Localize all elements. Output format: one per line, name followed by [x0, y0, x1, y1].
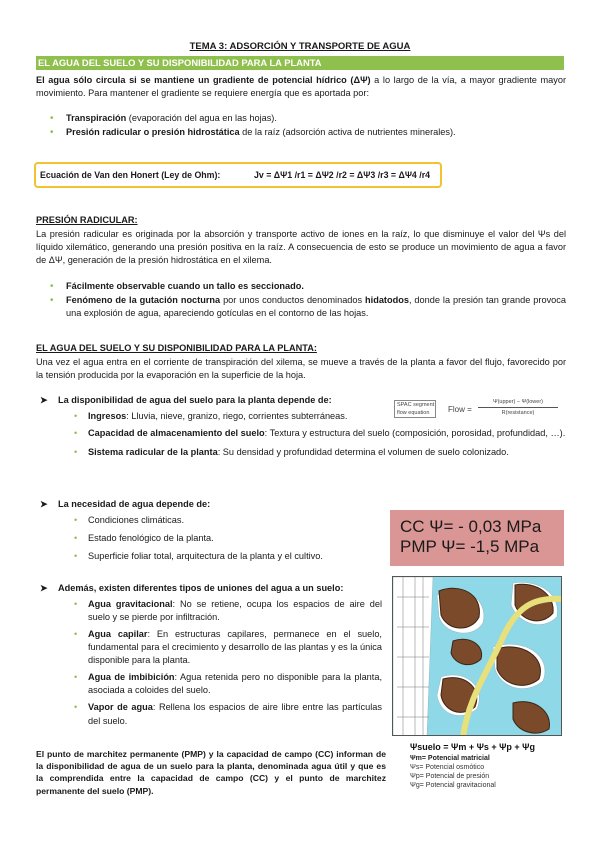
item-text: : Su densidad y profundidad determina el volumen de suelo colonizado.: [217, 447, 509, 458]
item-text: : En estructuras capilares, permanece en el suelo, fundamental para el crecimiento y desarrollo de las plantas y es la única disponible para la planta.: [88, 629, 382, 666]
item-text: : Agua retenida pero no disponible para la planta, asociada a coloides del suelo.: [88, 672, 383, 696]
presion-radicular-heading: [36, 214, 566, 227]
energy-list: [36, 112, 566, 140]
presion-radicular-body: La presión radicular es originada por la absorción y transporte activo de iones en la raíz, lo que disminuye el valor del Ψs del líquido xilemático, generando una presión positiva en la raíz. A consecuencia de esto se produce un movimiento de agua a favor de ΔΨ, generación de la presión hidrostática en el xilema.: [36, 229, 566, 266]
spac-label-2: flow equation: [397, 410, 430, 416]
item-bold: Sistema radicular de la planta: [88, 447, 218, 458]
bullet-bold: Fácilmente observable cuando un tallo es seccionado.: [66, 281, 304, 291]
list-item: [36, 427, 566, 440]
section-heading: EL AGUA DEL SUELO Y SU DISPONIBILIDAD PARA LA PLANTA:: [36, 343, 317, 353]
bullet-bold: hidatodos: [365, 295, 409, 306]
equation-box: [34, 162, 442, 188]
item-text: : Rellena los espacios de aire libre entre las partículas del suelo.: [88, 702, 382, 726]
list-item: [36, 446, 566, 459]
intro-paragraph: [36, 74, 566, 100]
legend-item: Ψm= Potencial matricial: [410, 755, 490, 763]
equation-label: Ecuación de Van den Honert (Ley de Ohm):: [40, 170, 221, 180]
bullet-text: , donde la presión tan grande provoca una explosión de agua, apareciendo gotículas en el contorno de las hojas.: [66, 295, 566, 319]
bullet-bold: Presión radicular o presión hidrostática: [66, 127, 240, 138]
spac-figure: [394, 398, 560, 422]
potential-legend: [410, 742, 535, 790]
spac-flow: Flow =: [448, 405, 472, 414]
item-text: : No se retiene, ocupa los espacios de aire del suelo y se pierde por infiltración.: [88, 599, 382, 623]
intro-text: a lo largo de la vía, a mayor gradiente mayor movimiento. Para mantener el gradiente se requiere energía que es aportada por:: [36, 75, 567, 99]
page-title: TEMA 3: ADSORCIÓN Y TRANSPORTE DE AGUA: [189, 41, 411, 52]
list-item: [36, 280, 566, 293]
soil-diagram: [393, 577, 562, 736]
list-item: [36, 410, 376, 423]
section-heading-agua-suelo: EL AGUA DEL SUELO Y SU DISPONIBILIDAD PARA LA PLANTA: [36, 56, 564, 70]
list-item: • Condiciones climáticas.: [36, 514, 386, 527]
soil-illustration: [392, 576, 562, 736]
uniones-list: [36, 598, 382, 728]
item-bold: Vapor de agua: [88, 702, 153, 713]
section3-body: Una vez el agua entra en el corriente de transpiración del xilema, se mueve a través de la planta a favor del flujo, favorecido por la tensión producida por la evaporación en la superficie de la hoja.: [36, 357, 566, 381]
list-item: • Estado fenológico de la planta.: [36, 532, 386, 545]
necesidad-list: [36, 514, 386, 563]
section-heading: PRESIÓN RADICULAR:: [36, 215, 138, 225]
section3-heading: [36, 342, 566, 355]
arrow-item-disponibilidad: [36, 394, 386, 407]
spac-label-box: [394, 400, 436, 418]
arrow-item-necesidad: [36, 498, 376, 511]
cc-line: CC Ψ= - 0,03 MPa: [400, 517, 542, 536]
item-text: : Lluvia, nieve, granizo, riego, corrientes subterráneas.: [126, 411, 348, 421]
bullet-bold: Fenómeno de la gutación nocturna: [66, 295, 221, 306]
bullet-text: por unos conductos denominados: [220, 295, 366, 306]
list-item: [36, 294, 566, 320]
item-bold: Agua de imbibición: [88, 672, 175, 683]
item-bold: Agua capilar: [88, 629, 148, 640]
closing-paragraph: El punto de marchitez permanente (PMP) y la capacidad de campo (CC) informan de la disponibilidad de agua de un suelo para la planta, denominada agua útil y que es la comprendida entre la capacidad de campo (CC) y el punto de marchitez permanente del suelo (PMP).: [36, 749, 386, 796]
spac-numerator: Ψ(upper) − Ψ(lower): [478, 399, 558, 408]
list-item: [36, 671, 382, 697]
legend-item: Ψg= Potencial gravitacional: [410, 781, 496, 789]
spac-denominator: R(resistance): [501, 410, 535, 416]
legend-item: Ψs= Potencial osmótico: [410, 764, 485, 771]
list-item: [36, 598, 382, 624]
item-bold: Ingresos: [88, 411, 127, 421]
item-text: : Textura y estructura del suelo (composición, porosidad, profundidad, …).: [264, 428, 566, 439]
legend-formula: Ψsuelo = Ψm + Ψs + Ψp + Ψg: [410, 742, 535, 752]
list-item: [36, 701, 382, 727]
arrow-heading: ➤ La necesidad de agua depende de:: [36, 498, 376, 511]
spac-label-1: SPAC segment: [397, 402, 435, 408]
equation-formula: Jv = ΔΨ1 /r1 = ΔΨ2 /r2 = ΔΨ3 /r3 = ΔΨ4 /r4: [254, 170, 431, 180]
pmp-line: PMP Ψ= -1,5 MPa: [400, 537, 540, 556]
bullet-bold: Transpiración: [66, 113, 127, 123]
legend-item: Ψp= Potencial de presión: [410, 772, 490, 780]
item-bold: Agua gravitacional: [88, 599, 173, 609]
item-bold: Capacidad de almacenamiento del suelo: [88, 428, 265, 439]
arrow-item-uniones: [36, 582, 386, 595]
bullet-text: de la raíz (adsorción activa de nutrientes minerales).: [239, 127, 456, 138]
presion-list: [36, 280, 566, 321]
list-item: [36, 112, 566, 125]
arrow-heading: ➤ La disponibilidad de agua del suelo para la planta depende de:: [36, 394, 386, 407]
bullet-text: (evaporación del agua en las hojas).: [126, 113, 277, 123]
list-item: • Superficie foliar total, arquitectura de la planta y el cultivo.: [36, 550, 386, 563]
list-item: [36, 628, 382, 667]
intro-bold: El agua sólo circula si se mantiene un gradiente de potencial hídrico (ΔΨ): [36, 75, 371, 85]
arrow-heading: ➤ Además, existen diferentes tipos de uniones del agua a un suelo:: [36, 582, 386, 595]
list-item: [36, 126, 566, 139]
cc-pmp-box: [390, 510, 564, 566]
